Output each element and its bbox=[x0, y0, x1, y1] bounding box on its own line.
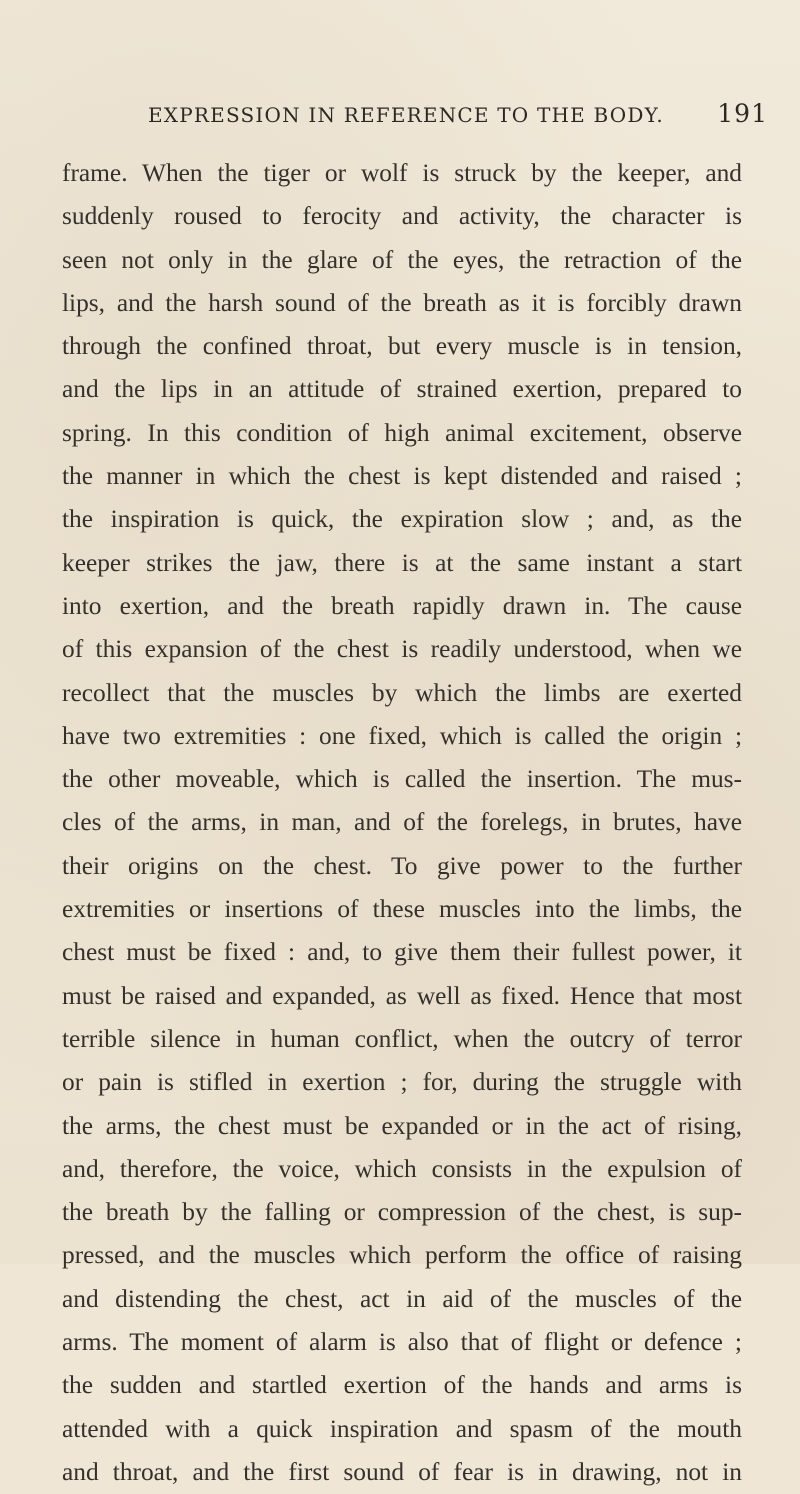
text-line: attended with a quick inspiration and spasm of the mouth bbox=[62, 1414, 742, 1443]
text-line: cles of the arms, in man, and of the forelegs, in brutes, have bbox=[62, 808, 742, 837]
text-line: their origins on the chest. To give power to the further bbox=[62, 851, 742, 880]
text-line: frame. When the tiger or wolf is struck by the keeper, and bbox=[62, 159, 742, 187]
text-line: terrible silence in human conflict, when the outcry of terror bbox=[62, 1024, 742, 1053]
text-line: must be raised and expanded, as well as fixed. Hence that most bbox=[62, 981, 742, 1010]
text-line: spring. In this condition of high animal excitement, observe bbox=[62, 418, 742, 447]
text-line: arms. The moment of alarm is also that of flight or defence ; bbox=[62, 1328, 742, 1357]
text-line: lips, and the harsh sound of the breath as it is forcibly drawn bbox=[62, 288, 742, 317]
text-line: of this expansion of the chest is readily understood, when we bbox=[62, 635, 742, 664]
text-line: extremities or insertions of these muscles into the limbs, the bbox=[62, 895, 742, 924]
text-line: the other moveable, which is called the insertion. The mus- bbox=[62, 765, 742, 794]
text-line: through the confined throat, but every muscle is in tension, bbox=[62, 332, 742, 361]
text-line: chest must be fixed : and, to give them their fullest power, it bbox=[62, 938, 742, 967]
running-header bbox=[148, 100, 768, 130]
text-line: have two extremities : one fixed, which is called the origin ; bbox=[62, 721, 742, 750]
text-line: the breath by the falling or compression of the chest, is sup- bbox=[62, 1198, 742, 1227]
text-line: recollect that the muscles by which the limbs are exerted bbox=[62, 678, 742, 707]
text-line: and throat, and the first sound of fear is in drawing, not in bbox=[62, 1457, 742, 1486]
page-number: 191 bbox=[717, 99, 768, 128]
body-paragraph bbox=[62, 152, 742, 1494]
text-line: or pain is stifled in exertion ; for, during the struggle with bbox=[62, 1068, 742, 1097]
text-line: and distending the chest, act in aid of the muscles of the bbox=[62, 1284, 742, 1313]
text-line: and the lips in an attitude of strained exertion, prepared to bbox=[62, 375, 742, 404]
text-line: pressed, and the muscles which perform the office of raising bbox=[62, 1241, 742, 1270]
text-line: the sudden and startled exertion of the hands and arms is bbox=[62, 1371, 742, 1400]
text-line: and, therefore, the voice, which consists in the expulsion of bbox=[62, 1154, 742, 1183]
text-line: seen not only in the glare of the eyes, the retraction of the bbox=[62, 245, 742, 274]
text-line: the arms, the chest must be expanded or in the act of rising, bbox=[62, 1111, 742, 1140]
running-title: EXPRESSION IN REFERENCE TO THE BODY. bbox=[148, 103, 664, 127]
text-line: the manner in which the chest is kept distended and raised ; bbox=[62, 462, 742, 491]
text-line: the inspiration is quick, the expiration slow ; and, as the bbox=[62, 505, 742, 534]
text-line: keeper strikes the jaw, there is at the same instant a start bbox=[62, 548, 742, 577]
text-line: into exertion, and the breath rapidly drawn in. The cause bbox=[62, 591, 742, 620]
text-line: suddenly roused to ferocity and activity, the character is bbox=[62, 202, 742, 231]
